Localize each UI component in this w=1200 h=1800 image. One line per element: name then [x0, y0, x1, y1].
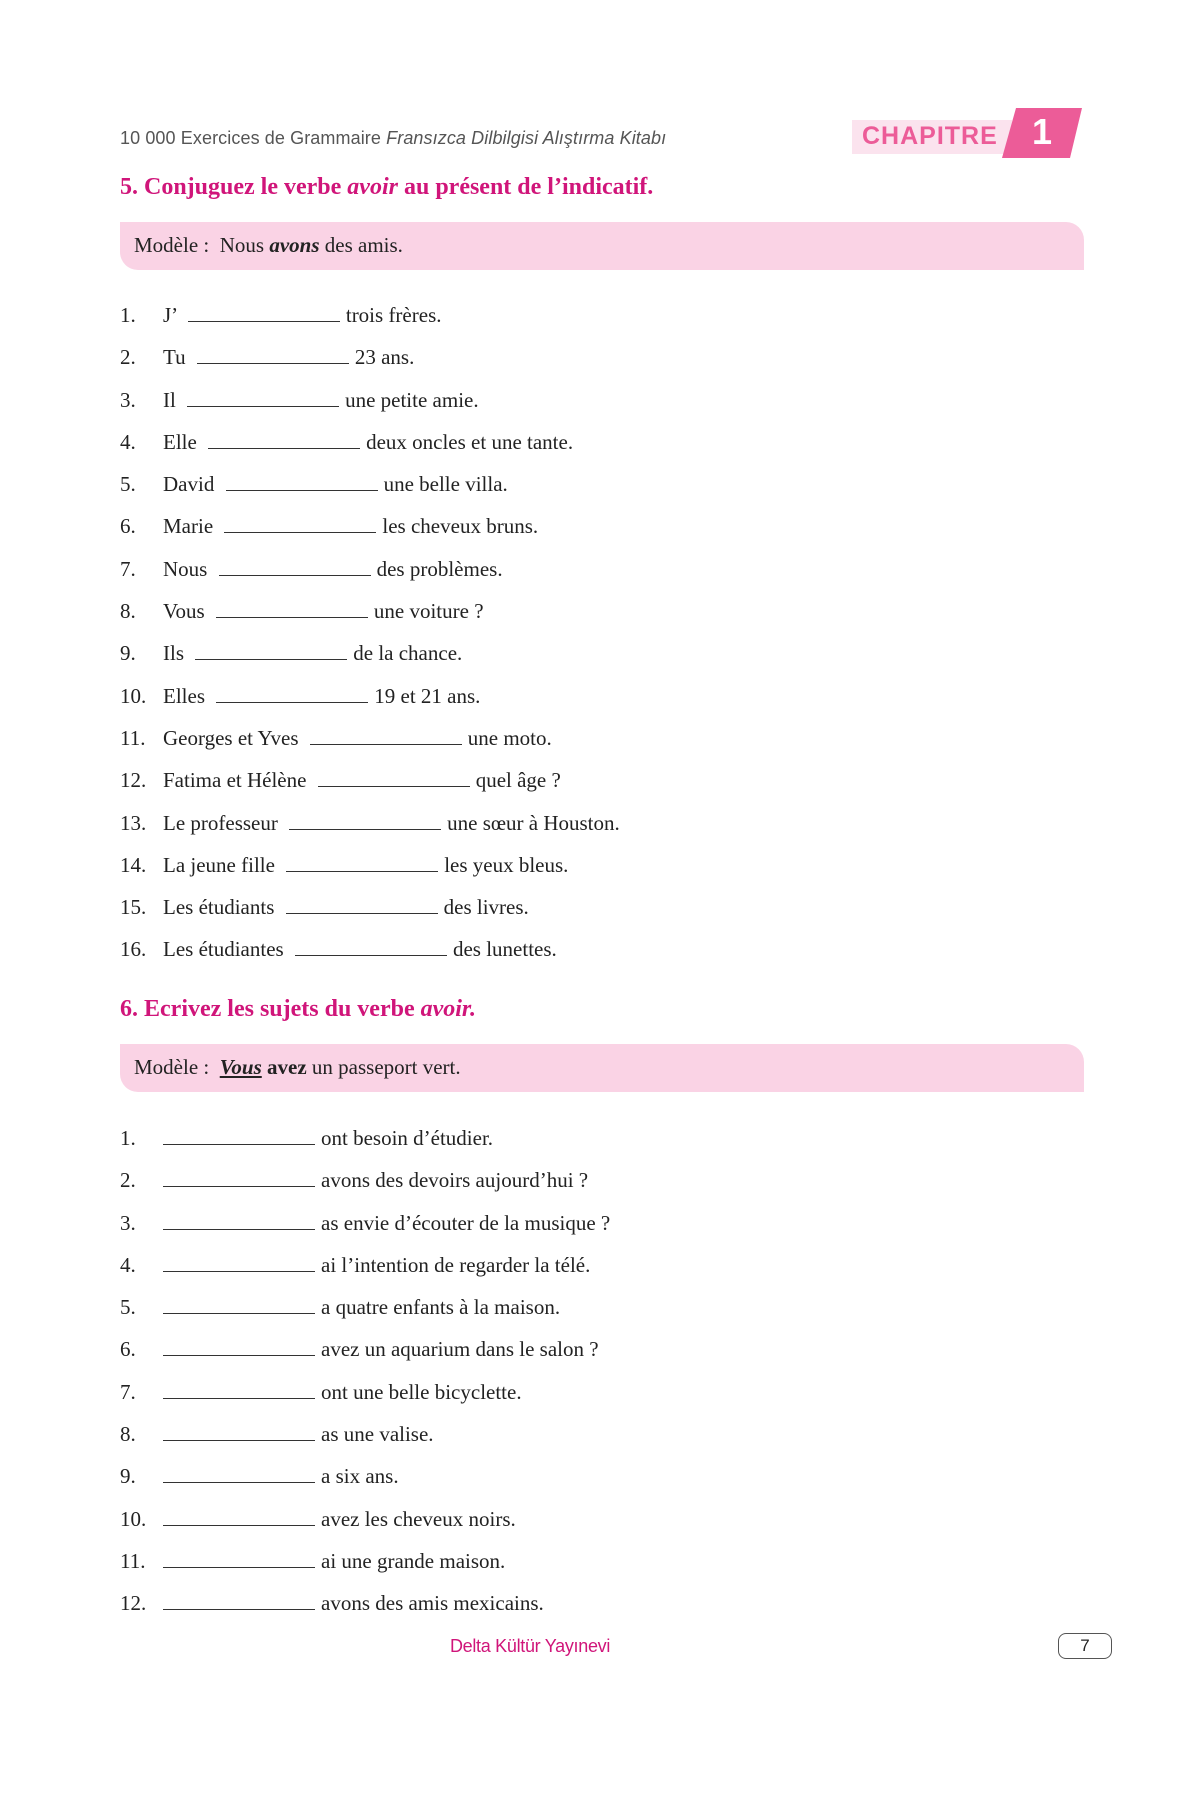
item-sentence — [163, 886, 529, 928]
answer-blank[interactable] — [163, 1122, 315, 1145]
item-sentence — [163, 1244, 590, 1286]
answer-blank[interactable] — [226, 468, 378, 491]
model-subject: Nous — [219, 233, 265, 257]
item-sentence — [163, 463, 508, 505]
model-rest: des amis. — [324, 233, 403, 257]
answer-blank[interactable] — [163, 1503, 315, 1526]
exercise-5-model — [134, 233, 403, 258]
answer-blank[interactable] — [195, 637, 347, 660]
item-sentence — [163, 1540, 505, 1582]
item-number: 8. — [120, 599, 136, 624]
page-number-box — [1058, 1633, 1112, 1659]
item-sentence — [163, 1202, 610, 1244]
item-rest: des lunettes. — [452, 937, 557, 962]
item-sentence — [163, 844, 568, 886]
item-sentence — [163, 675, 480, 717]
item-number: 7. — [120, 556, 136, 581]
item-rest: ai une grande maison. — [321, 1548, 506, 1573]
item-rest: deux oncles et une tante. — [366, 429, 574, 454]
item-subject: Elles — [163, 683, 205, 708]
publisher-name: Delta Kültür Yayınevi — [449, 1636, 611, 1656]
item-number: 11. — [120, 725, 146, 750]
item-sentence — [163, 1582, 544, 1624]
item-rest: une petite amie. — [345, 387, 479, 412]
answer-blank[interactable] — [163, 1376, 315, 1399]
item-rest: les yeux bleus. — [444, 852, 569, 877]
item-number: 7. — [120, 1379, 136, 1404]
item-sentence — [163, 1371, 522, 1413]
item-rest: une moto. — [467, 725, 552, 750]
answer-blank[interactable] — [187, 384, 339, 407]
item-rest: ai l’intention de regarder la télé. — [321, 1252, 591, 1277]
answer-blank[interactable] — [163, 1333, 315, 1356]
item-subject: Georges et Yves — [163, 725, 299, 750]
item-rest: avez les cheveux noirs. — [321, 1506, 516, 1531]
item-number: 4. — [120, 1252, 136, 1277]
item-number: 16. — [120, 937, 147, 962]
exercise-5-model-bar — [120, 222, 1084, 270]
item-rest: les cheveux bruns. — [382, 514, 539, 539]
item-number: 15. — [120, 895, 147, 920]
exercise-6-model-bar — [120, 1044, 1084, 1092]
answer-blank[interactable] — [224, 510, 376, 533]
item-sentence — [163, 802, 620, 844]
exercise-5-title-prefix: 5. Conjuguez le verbe — [120, 174, 342, 200]
model-subject: Vous — [219, 1055, 262, 1079]
item-rest: as envie d’écouter de la musique ? — [321, 1210, 611, 1235]
item-sentence — [163, 505, 538, 547]
item-number: 9. — [120, 1464, 136, 1489]
item-sentence — [163, 1159, 588, 1201]
item-rest: avez un aquarium dans le salon ? — [321, 1337, 599, 1362]
answer-blank[interactable] — [163, 1249, 315, 1272]
item-number: 4. — [120, 429, 136, 454]
answer-blank[interactable] — [163, 1291, 315, 1314]
item-number: 3. — [120, 387, 136, 412]
item-rest: avons des amis mexicains. — [321, 1591, 544, 1616]
item-sentence — [163, 421, 573, 463]
item-rest: des livres. — [443, 895, 529, 920]
item-number: 5. — [120, 1295, 136, 1320]
item-rest: quel âge ? — [475, 768, 561, 793]
item-rest: une sœur à Houston. — [447, 810, 620, 835]
item-subject: La jeune fille — [163, 852, 275, 877]
chapter-label: CHAPITRE — [862, 122, 998, 150]
item-number: 8. — [120, 1422, 136, 1447]
answer-blank[interactable] — [219, 553, 371, 576]
item-number: 3. — [120, 1210, 136, 1235]
item-sentence — [163, 1498, 516, 1540]
book-header — [120, 128, 666, 149]
item-rest: ont une belle bicyclette. — [321, 1379, 522, 1404]
item-sentence — [163, 1286, 560, 1328]
item-rest: as une valise. — [321, 1422, 434, 1447]
item-subject: Tu — [163, 345, 186, 370]
model-label: Modèle : — [134, 1055, 220, 1079]
item-rest: trois frères. — [345, 303, 442, 327]
page-number: 7 — [1080, 1636, 1090, 1655]
item-subject: David — [163, 472, 215, 497]
item-sentence — [163, 1328, 599, 1370]
exercise-6-title-prefix: 6. Ecrivez les sujets du verbe — [120, 996, 415, 1022]
item-sentence — [163, 1117, 493, 1159]
item-sentence — [163, 632, 462, 674]
item-number: 12. — [120, 1591, 147, 1616]
item-number: 12. — [120, 768, 147, 793]
item-number: 11. — [120, 1548, 146, 1573]
answer-blank[interactable] — [163, 1164, 315, 1187]
answer-blank[interactable] — [163, 1207, 315, 1230]
item-number: 9. — [120, 641, 136, 666]
item-rest: une voiture ? — [373, 599, 484, 624]
answer-blank[interactable] — [318, 764, 470, 787]
item-number: 6. — [120, 1337, 136, 1362]
item-rest: a quatre enfants à la maison. — [321, 1295, 561, 1320]
answer-blank[interactable] — [286, 891, 438, 914]
answer-blank[interactable] — [163, 1460, 315, 1483]
answer-blank[interactable] — [188, 299, 340, 322]
item-subject: Les étudiants — [163, 895, 275, 920]
model-verb: avons — [269, 233, 320, 257]
answer-blank[interactable] — [289, 807, 441, 830]
answer-blank[interactable] — [310, 722, 462, 745]
model-label: Modèle : — [134, 233, 220, 257]
answer-blank[interactable] — [295, 933, 447, 956]
exercise-5-title — [120, 174, 653, 201]
item-number: 1. — [120, 1126, 136, 1150]
item-subject: Vous — [163, 599, 205, 624]
item-subject: Nous — [163, 556, 208, 581]
exercise-6-title — [120, 996, 476, 1023]
item-number: 6. — [120, 514, 136, 539]
item-number: 10. — [120, 683, 147, 708]
answer-blank[interactable] — [163, 1545, 315, 1568]
item-sentence — [163, 1455, 399, 1497]
answer-blank[interactable] — [197, 341, 349, 364]
item-rest: avons des devoirs aujourd’hui ? — [321, 1168, 589, 1193]
book-subtitle: Fransızca Dilbilgisi Alıştırma Kitabı — [386, 128, 667, 148]
item-sentence — [163, 717, 552, 759]
item-number: 2. — [120, 1168, 136, 1193]
item-sentence — [163, 1413, 434, 1455]
item-sentence — [163, 379, 479, 421]
item-number: 2. — [120, 345, 136, 370]
exercise-5-title-verb: avoir — [347, 174, 398, 200]
item-sentence — [163, 548, 503, 590]
answer-blank[interactable] — [208, 426, 360, 449]
item-sentence — [163, 590, 484, 632]
item-subject: Marie — [163, 514, 214, 539]
item-subject: Elle — [163, 429, 197, 454]
item-rest: 23 ans. — [354, 345, 415, 370]
item-sentence — [163, 928, 557, 970]
item-sentence — [163, 336, 414, 378]
model-verb: avez — [267, 1055, 307, 1079]
item-number: 14. — [120, 852, 147, 877]
answer-blank[interactable] — [163, 1418, 315, 1441]
answer-blank[interactable] — [286, 849, 438, 872]
answer-blank[interactable] — [216, 680, 368, 703]
chapter-number: 1 — [1031, 111, 1053, 152]
item-number: 10. — [120, 1506, 147, 1531]
item-sentence — [163, 759, 561, 801]
item-rest: ont besoin d’étudier. — [321, 1126, 494, 1150]
item-subject: Ils — [163, 641, 184, 666]
item-rest: de la chance. — [353, 641, 463, 666]
book-title: 10 000 Exercices de Grammaire — [120, 128, 382, 148]
item-rest: a six ans. — [321, 1464, 399, 1489]
model-rest: un passeport vert. — [311, 1055, 461, 1079]
chapter-number-box — [1002, 108, 1082, 158]
item-rest: 19 et 21 ans. — [374, 683, 481, 708]
answer-blank[interactable] — [216, 595, 368, 618]
item-subject: J’ — [163, 303, 177, 327]
exercise-6-title-verb: avoir. — [420, 996, 476, 1022]
item-sentence — [163, 294, 442, 336]
item-subject: Les étudiantes — [163, 937, 284, 962]
item-rest: des problèmes. — [376, 556, 503, 581]
item-number: 5. — [120, 472, 136, 497]
exercise-5-title-suffix: au présent de l’indicatif. — [403, 174, 654, 200]
item-number: 1. — [120, 303, 136, 327]
chapter-badge — [852, 108, 1084, 158]
item-subject: Il — [163, 387, 176, 412]
exercise-6-model — [134, 1055, 461, 1080]
item-number: 13. — [120, 810, 147, 835]
item-subject: Le professeur — [163, 810, 278, 835]
answer-blank[interactable] — [163, 1587, 315, 1610]
item-rest: une belle villa. — [383, 472, 508, 497]
item-subject: Fatima et Hélène — [163, 768, 307, 793]
